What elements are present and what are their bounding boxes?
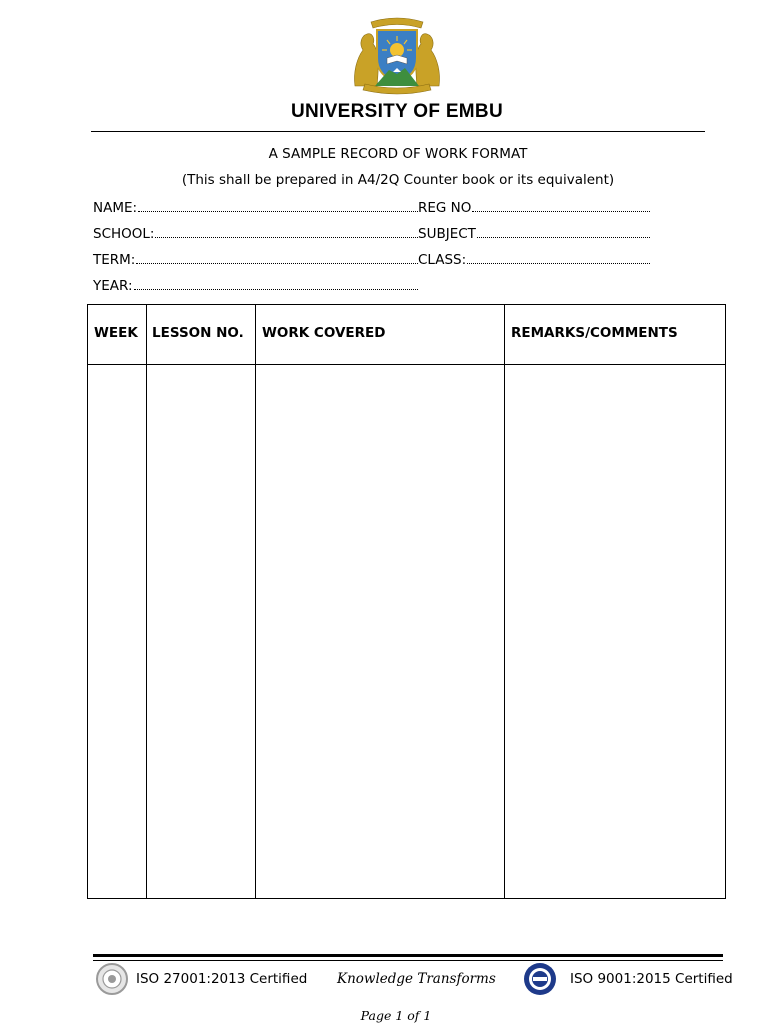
document-subheading: (This shall be prepared in A4/2Q Counter book or its equivalent) (181, 172, 615, 188)
column-header-lesson-no: LESSON NO. (152, 325, 244, 341)
class-blank[interactable] (467, 252, 650, 264)
subject-field[interactable] (418, 226, 650, 242)
iso-9001-text: ISO 9001:2015 Certified (570, 971, 733, 987)
page-number: Page 1 of 1 (360, 1008, 432, 1023)
footer-tagline: Knowledge Transforms (337, 971, 496, 987)
reg-no-field[interactable] (418, 200, 650, 216)
work-covered-cell[interactable] (256, 365, 504, 898)
column-header-work-covered: WORK COVERED (262, 325, 386, 341)
document-heading: A SAMPLE RECORD OF WORK FORMAT (268, 146, 528, 162)
year-field[interactable] (93, 278, 418, 294)
term-blank[interactable] (136, 252, 418, 264)
remarks-comments-cell[interactable] (505, 365, 725, 898)
footer-divider-thick (93, 954, 723, 957)
term-label: TERM: (93, 252, 136, 268)
iso-27001-badge-icon (95, 962, 129, 996)
reg-no-blank[interactable] (472, 200, 650, 212)
column-header-remarks-comments: REMARKS/COMMENTS (511, 325, 678, 341)
reg-no-label: REG NO (418, 200, 472, 216)
iso-9001-badge-icon (522, 962, 558, 996)
record-of-work-table (87, 304, 726, 899)
lesson-no-cell[interactable] (147, 365, 255, 898)
term-field[interactable] (93, 252, 418, 268)
name-field[interactable] (93, 200, 418, 216)
column-header-week: WEEK (94, 325, 138, 341)
name-blank[interactable] (138, 200, 418, 212)
subject-label: SUBJECT (418, 226, 476, 242)
week-cell[interactable] (88, 365, 146, 898)
title-divider (91, 131, 705, 132)
iso-27001-text: ISO 27001:2013 Certified (136, 971, 308, 987)
year-label: YEAR: (93, 278, 133, 294)
footer-divider-thin (93, 960, 723, 961)
subject-blank[interactable] (477, 226, 650, 238)
school-field[interactable] (93, 226, 418, 242)
class-field[interactable] (418, 252, 650, 268)
name-label: NAME: (93, 200, 138, 216)
school-label: SCHOOL: (93, 226, 155, 242)
year-blank[interactable] (134, 278, 418, 290)
class-label: CLASS: (418, 252, 467, 268)
institution-title: UNIVERSITY OF EMBU (291, 101, 503, 122)
university-crest-logo (349, 14, 445, 98)
school-blank[interactable] (155, 226, 418, 238)
